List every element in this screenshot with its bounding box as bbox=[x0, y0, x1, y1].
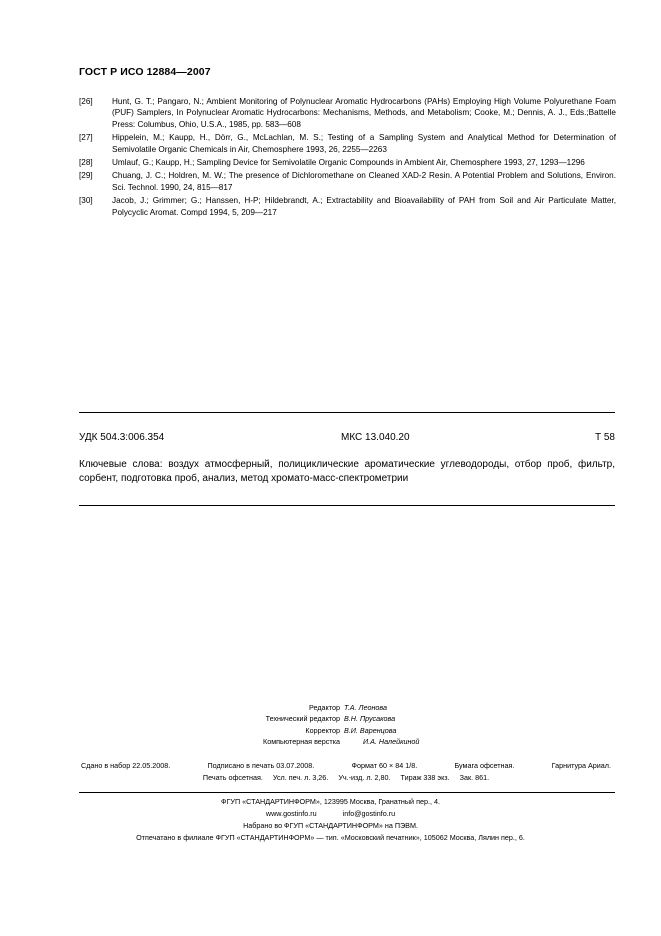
print-info-row bbox=[81, 760, 611, 772]
mks-code: МКС 13.040.20 bbox=[341, 432, 410, 443]
edition-sheets: Уч.-изд. л. 2,80. bbox=[338, 772, 391, 782]
credit-label: Компьютерная верстка bbox=[263, 736, 340, 746]
entry-text: Hunt, G. T.; Pangaro, N.; Ambient Monitoring of Polynuclear Aromatic Hydrocarbons (PAHs) Employing High Volume Polyurethane Foam (PUF) Samplers, In Polynuclear Aromatic Hydrocarbons: Mechanisms, Methods, and Metabolism; Cooke, M.; Dennis, A. J., Eds.;Battelle Press: Columbus, Ohio, U.S.A., 1985, pp. 583—608 bbox=[112, 97, 616, 129]
entry-text: Umlauf, G.; Kaupp, H.; Sampling Device for Semivolatile Organic Compounds in Ambient Air, Chemosphere 1993, 27, 1293—1296 bbox=[112, 158, 585, 168]
print-info-row bbox=[81, 772, 611, 784]
bibliography-list bbox=[79, 96, 616, 220]
entry-number: [28] bbox=[79, 158, 93, 168]
udk-code: УДК 504.3:006.354 bbox=[79, 432, 165, 443]
publisher-info bbox=[0, 796, 661, 844]
credit-name: В.И. Варенцова bbox=[344, 725, 397, 735]
signed-date: Подписано в печать 03.07.2008. bbox=[207, 761, 315, 770]
entry-number: [27] bbox=[79, 133, 93, 143]
entry-number: [30] bbox=[79, 196, 93, 206]
group-code: Т 58 bbox=[594, 432, 615, 443]
typeface: Гарнитура Ариал. bbox=[551, 761, 611, 770]
bibliography-entry bbox=[79, 195, 616, 218]
bibliography-entry bbox=[79, 96, 616, 130]
submitted-date: Сдано в набор 22.05.2008. bbox=[81, 761, 171, 770]
editorial-credits bbox=[0, 702, 661, 747]
credit-name: Т.А. Леонова bbox=[344, 703, 388, 712]
publisher-email[interactable]: info@gostinfo.ru bbox=[342, 809, 396, 818]
publisher-address: ФГУП «СТАНДАРТИНФОРМ», 123995 Москва, Гранатный пер., 4. bbox=[221, 797, 440, 806]
entry-text: Jacob, J.; Grimmer; G.; Hanssen, H-P; Hildebrandt, A.; Extractability and Bioavailability of PAH from Soil and Air Particulate Matter, Polycyclic Aromat. Compd 1994, 5, 209—217 bbox=[112, 196, 616, 217]
keywords: Ключевые слова: воздух атмосферный, полициклические ароматические углеводороды, отбор проб, фильтр, сорбент, подготовка проб, анализ, метод хромато-масс-спектрометрии bbox=[79, 459, 615, 484]
credit-tech-editor bbox=[0, 713, 661, 724]
paper-type: Бумага офсетная. bbox=[454, 761, 515, 770]
printed-sheets: Усл. печ. л. 3,26. bbox=[272, 772, 329, 782]
credit-editor bbox=[0, 702, 661, 713]
printed-note: Отпечатано в филиале ФГУП «СТАНДАРТИНФОРМ» — тип. «Московский печатник», 105062 Москва, Лялин пер., 6. bbox=[136, 833, 525, 842]
bibliography-entry bbox=[79, 170, 616, 193]
publisher-divider bbox=[79, 792, 615, 793]
entry-text: Chuang, J. C.; Holdren, M. W.; The presence of Dichloromethane on Cleaned XAD-2 Resin. A Potential Problem and Solutions, Environ. Sci. Technol. 1990, 24, 815—817 bbox=[112, 171, 616, 192]
credit-label: Редактор bbox=[309, 703, 340, 712]
credit-proofreader bbox=[0, 725, 661, 736]
typeset-note: Набрано во ФГУП «СТАНДАРТИНФОРМ» на ПЭВМ. bbox=[243, 821, 418, 830]
bottom-divider bbox=[79, 505, 615, 506]
credit-label: Технический редактор bbox=[265, 714, 340, 724]
paper-format: Формат 60 × 84 1/8. bbox=[351, 761, 418, 770]
bibliography-entry bbox=[79, 132, 616, 155]
top-divider bbox=[79, 412, 615, 413]
entry-number: [29] bbox=[79, 171, 93, 181]
publisher-website[interactable]: www.gostinfo.ru bbox=[265, 809, 317, 818]
print-info bbox=[81, 760, 611, 783]
print-run: Тираж 338 экз. bbox=[400, 772, 450, 782]
bibliography-entry bbox=[79, 157, 616, 168]
credit-layout bbox=[0, 736, 661, 747]
entry-text: Hippelein, M.; Kaupp, H., Dörr, G., McLachlan, M. S.; Testing of a Sampling System and Analytical Method for Determination of Semivolatile Organic Chemicals in Air, Chemosphere 1993, 26, 2255—2263 bbox=[112, 133, 616, 154]
document-title: ГОСТ Р ИСО 12884—2007 bbox=[79, 66, 211, 78]
entry-number: [26] bbox=[79, 97, 93, 106]
classification-row bbox=[79, 432, 615, 443]
credit-name: В.Н. Прусакова bbox=[344, 714, 396, 724]
order-number: Зак. 861. bbox=[459, 772, 490, 782]
credit-name: И.А. Налейкиной bbox=[363, 736, 420, 746]
printing-type: Печать офсетная. bbox=[202, 772, 263, 782]
publisher-contacts bbox=[0, 808, 661, 820]
credit-label: Корректор bbox=[305, 725, 340, 735]
